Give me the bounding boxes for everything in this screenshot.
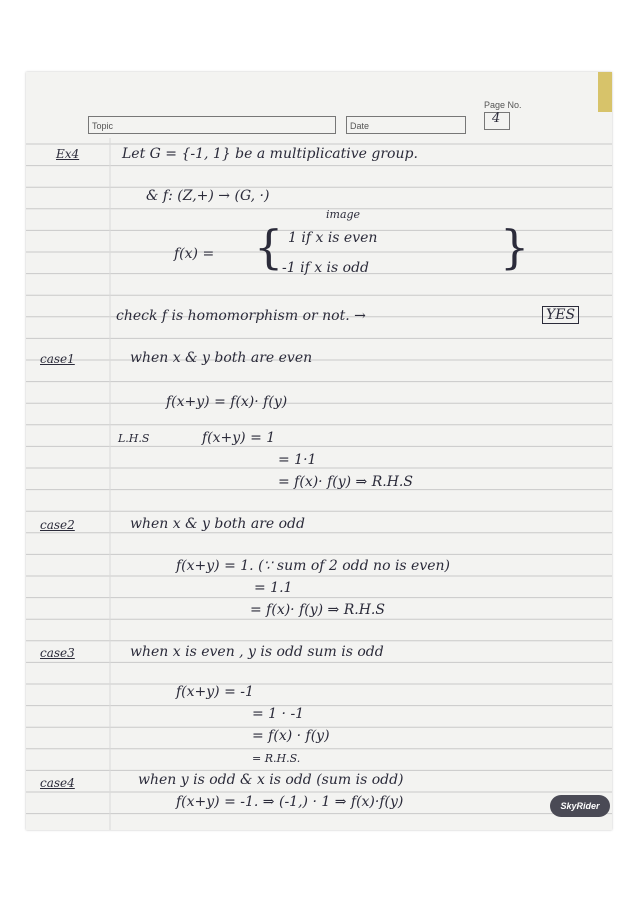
case3-step3: = f(x) · f(y) <box>252 728 330 744</box>
case2-label: case2 <box>40 518 75 532</box>
case3-label: case3 <box>40 646 75 660</box>
case4-step1: f(x+y) = -1. ⇒ (-1,) · 1 ⇒ f(x)·f(y) <box>176 794 404 810</box>
case-even-value: 1 if x is even <box>288 230 378 246</box>
case3-step2: = 1 · -1 <box>252 706 305 722</box>
ruled-lines <box>26 72 612 830</box>
check-statement: check f is homomorphism or not. → <box>116 308 366 324</box>
page-no-label: Page No. <box>484 100 522 110</box>
topic-field <box>88 116 336 134</box>
case1-step1: f(x+y) = 1 <box>202 430 276 446</box>
skyrider-logo: SkyRider <box>550 795 610 817</box>
case1-step3: = f(x)· f(y) ⇒ R.H.S <box>278 474 413 490</box>
line-map-definition: & f: (Z,+) → (G, ·) <box>146 188 270 204</box>
notebook-page <box>26 72 612 830</box>
case3-step4: = R.H.S. <box>252 752 301 765</box>
case3-statement: when x is even , y is odd sum is odd <box>130 644 384 660</box>
case1-step2: = 1·1 <box>278 452 317 468</box>
line-group-definition: Let G = {-1, 1} be a multiplicative group. <box>122 146 418 162</box>
case4-statement: when y is odd & x is odd (sum is odd) <box>138 772 404 788</box>
case2-step3: = f(x)· f(y) ⇒ R.H.S <box>250 602 385 618</box>
lhs-label: L.H.S <box>118 432 150 445</box>
case1-claim: f(x+y) = f(x)· f(y) <box>166 394 288 410</box>
image-annotation: image <box>326 208 361 221</box>
right-brace: } <box>500 220 530 274</box>
case1-statement: when x & y both are even <box>130 350 313 366</box>
case3-step1: f(x+y) = -1 <box>176 684 254 700</box>
case2-step2: = 1.1 <box>254 580 293 596</box>
date-label: Date <box>350 121 370 131</box>
case2-step1: f(x+y) = 1. (∵ sum of 2 odd no is even) <box>176 558 451 574</box>
page-no-value: 4 <box>492 111 501 126</box>
left-brace: { <box>254 220 284 274</box>
page-edge <box>598 72 612 112</box>
case1-label: case1 <box>40 352 75 366</box>
case2-statement: when x & y both are odd <box>130 516 305 532</box>
topic-label: Topic <box>92 121 114 131</box>
case4-label: case4 <box>40 776 75 790</box>
example-label: Ex4 <box>56 147 80 161</box>
function-definition: f(x) = <box>174 246 215 262</box>
case-odd-value: -1 if x is odd <box>282 260 370 276</box>
answer-yes: YES <box>542 306 579 324</box>
